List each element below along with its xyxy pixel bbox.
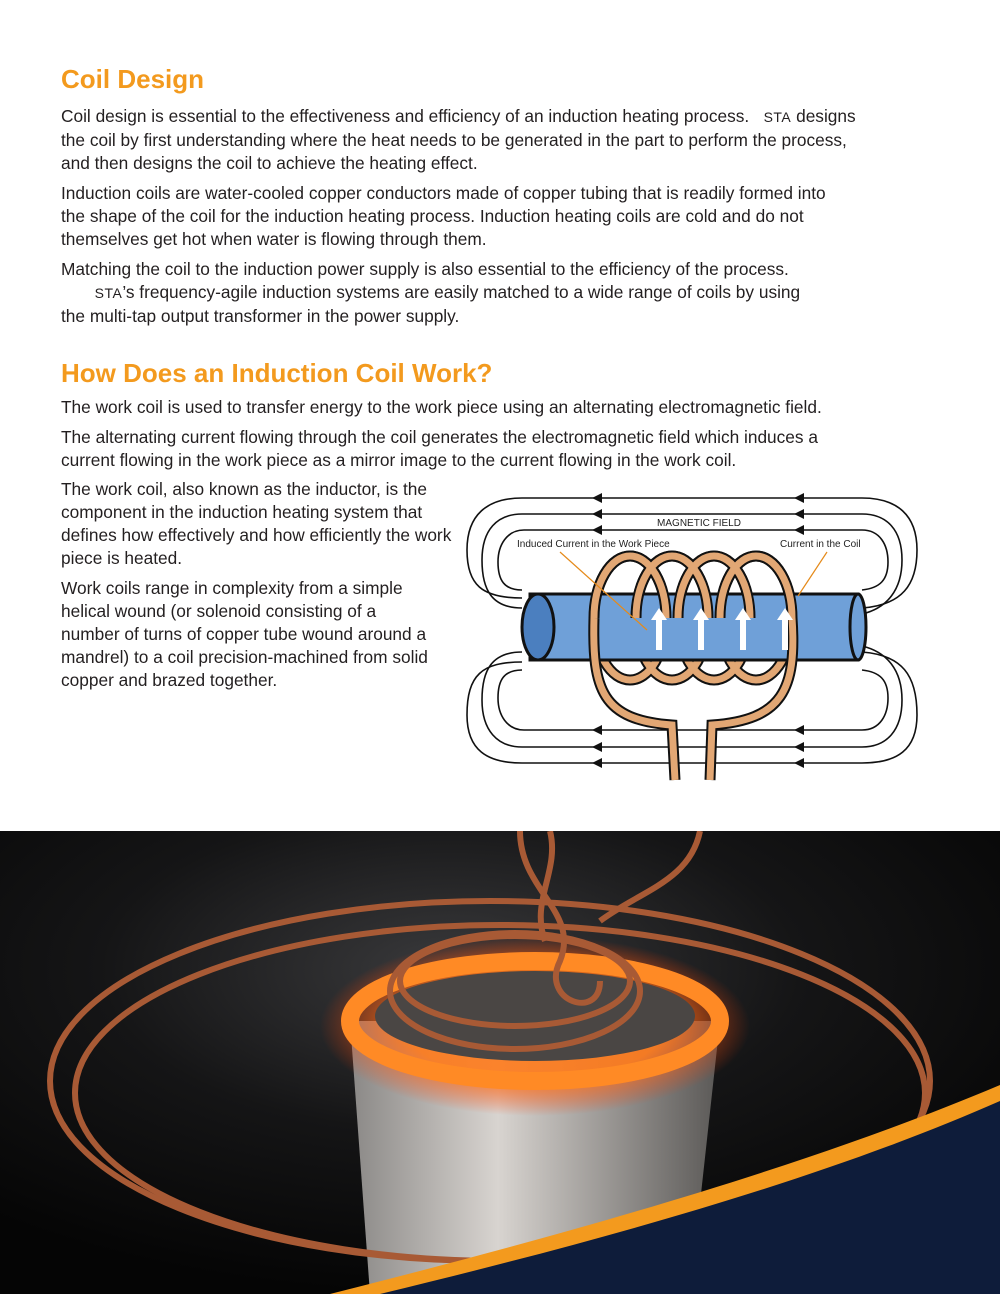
induction-coil-diagram [462, 490, 922, 782]
work-piece [522, 594, 866, 660]
left-column-text [61, 478, 456, 699]
magnetic-field-label: MAGNETIC FIELD [657, 518, 741, 529]
paragraph: Induction coils are water-cooled copper conductors made of copper tubing that is readily formed into the shape of the coil for the induction heating process. Induction heating coils are cold and do not themselves get hot when water is flowing through them. [61, 183, 826, 249]
text: ’s frequency-agile induction systems are easily matched to a wide range of coils by using the multi-tap output transformer in the power supply. [61, 282, 801, 326]
heading-coil-design: Coil Design [61, 64, 205, 94]
paragraph [61, 105, 861, 175]
sta-mark: STA [763, 109, 792, 125]
text: Matching the coil to the induction power supply is also essential to the efficiency of the process. [61, 259, 789, 279]
paragraph [61, 258, 821, 328]
coil-design-text [61, 105, 861, 335]
paragraph: The alternating current flowing through the coil generates the electromagnetic field which induces a current flowing in the work piece as a mirror image to the current flowing in the work coil. [61, 427, 818, 470]
paragraph: The work coil, also known as the inductor, is the component in the induction heating system that defines how effectively and how efficiently the work piece is heated. [61, 479, 452, 568]
heading-how-coil-works: How Does an Induction Coil Work? [61, 358, 493, 388]
induction-heating-photo [0, 831, 1000, 1294]
coil-current-label: Current in the Coil [780, 539, 861, 550]
paragraph: Work coils range in complexity from a simple helical wound (or solenoid consisting of a number of turns of copper tube wound around a mandrel) to a coil precision-machined from solid copper and brazed together. [61, 578, 428, 690]
paragraph: The work coil is used to transfer energy to the work piece using an alternating electromagnetic field. [61, 397, 822, 417]
induced-current-label: Induced Current in the Work Piece [517, 539, 670, 550]
how-it-works-text [61, 396, 861, 479]
sta-mark: STA [94, 285, 123, 301]
text: Coil design is essential to the effectiveness and efficiency of an induction heating process. [61, 106, 750, 126]
text: designs the coil by first understanding where the heat needs to be generated in the part to perform the process, and then designs the coil to achieve the heating effect. [61, 106, 856, 173]
